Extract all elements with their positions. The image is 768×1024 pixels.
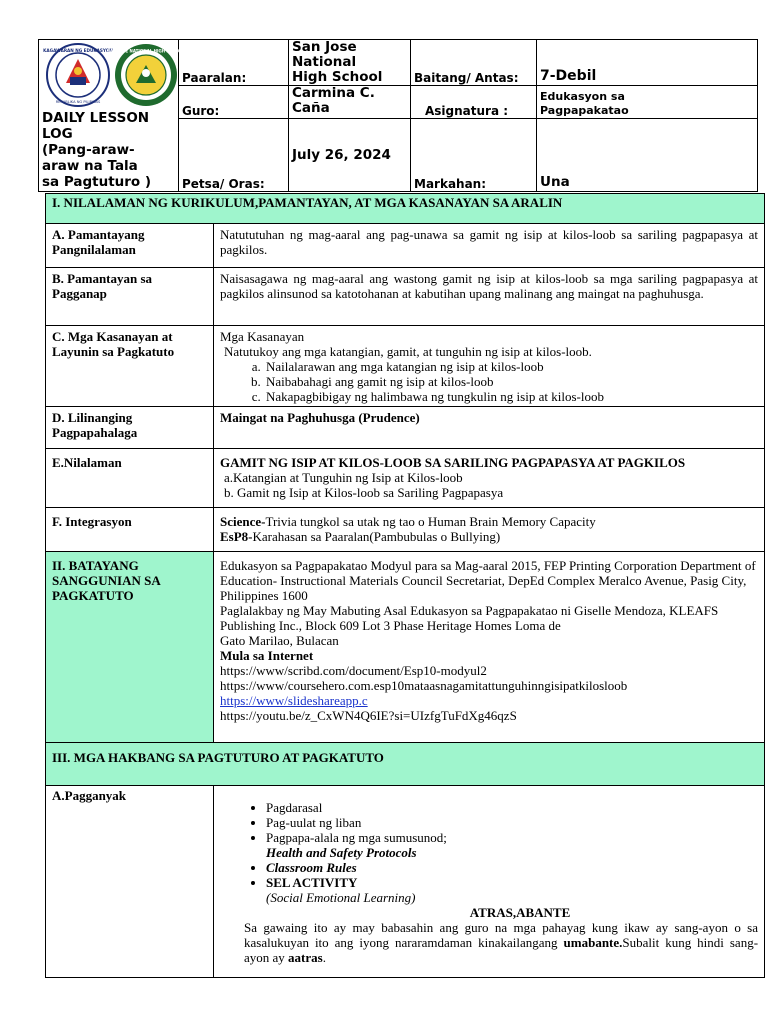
school-seal-logo [106, 43, 186, 107]
pamantayang-pangnilalaman-label: A. Pamantayang Pangnilalaman [46, 224, 214, 268]
sanggunian-content [214, 552, 765, 743]
list-item: • SEL ACTIVITY [266, 875, 758, 890]
deped-seal-text: KAGAWARAN NG EDUKASYON [43, 48, 113, 53]
subject-value: Edukasyon sa Pagpapakatao [537, 86, 758, 119]
teacher-name: Carmina C. Caña [289, 86, 411, 119]
batayang-sanggunian-label: II. BATAYANG SANGGUNIAN SA PAGKATUTO [46, 552, 214, 743]
reference-2b: Gato Marilao, Bulacan [220, 633, 339, 648]
pagpapahalaga-label: D. Lilinanging Pagpapahalaga [46, 407, 214, 449]
markahan-value: Una [537, 119, 758, 192]
esp-tag: EsP8- [220, 529, 253, 544]
pamantayan-pagganap-text: Naisasagawa ng mag-aaral ang wastong gamit ng isip at kilos-loob sa mga sariling pagpapasya at pagkilos alinsunod sa katotohanan at kabutihan upang malinang ang maingat na paghuhusga. [214, 268, 765, 326]
page-title: DAILY LESSON LOG (Pang-araw- araw na Tala sa Pagtuturo ) [42, 110, 152, 190]
list-item: (Social Emotional Learning) [266, 890, 416, 905]
pagganyak-label: A.Pagganyak [46, 786, 214, 978]
pagganyak-list [242, 800, 758, 905]
section-3-heading: III. MGA HAKBANG SA PAGTUTURO AT PAGKATUTO [46, 743, 765, 786]
link-slideshare[interactable]: https://www/slideshareapp.c [220, 693, 368, 708]
guro-label: Guro: [179, 86, 289, 119]
nilalaman-label: E.Nilalaman [46, 449, 214, 508]
pamantayan-pagganap-label: B. Pamantayan sa Pagganap [46, 268, 214, 326]
kasanayan-heading: Mga Kasanayan [220, 329, 305, 344]
pagpapahalaga-text: Maingat na Paghuhusga (Prudence) [214, 407, 765, 449]
science-tag: Science- [220, 514, 266, 529]
list-item: a. Nailalarawan ang mga katangian ng isip at kilos-loob [264, 359, 758, 374]
list-item: Health and Safety Protocols [266, 845, 417, 860]
lesson-table [45, 193, 765, 978]
school-seal-text: SAN JOSE NATIONAL HIGH SCHOOL [106, 48, 186, 54]
science-text: Trivia tungkol sa utak ng tao o Human Brain Memory Capacity [265, 514, 596, 529]
integrasyon-label: F. Integrasyon [46, 508, 214, 552]
reference-1: Edukasyon sa Pagpapakatao Modyul para sa Mag-aaral 2015, FEP Printing Corporation Department of Education- Instructional Materials Council Secretariat, DepEd Complex Meralco Avenue, Pasig City, Philippines 1600 [220, 558, 756, 603]
pagganyak-content [214, 786, 765, 978]
grade-section-value: 7-Debil [537, 40, 758, 86]
internet-heading: Mula sa Internet [220, 648, 314, 663]
school-name: San Jose National High School [289, 40, 411, 86]
nilalaman-content [214, 449, 765, 508]
markahan-label: Markahan: [411, 119, 537, 192]
list-item: • Classroom Rules [266, 860, 758, 875]
logo-group [43, 43, 186, 109]
date-value: July 26, 2024 [289, 119, 411, 192]
link-youtube: https://youtu.be/z_CxWN4Q6IE?si=UIzfgTuFdXg46qzS [220, 708, 517, 723]
list-item: • Pagpapa-alala ng mga sumusunod; [266, 830, 758, 845]
activity-title: ATRAS,ABANTE [469, 905, 571, 920]
kasanayan-label: C. Mga Kasanayan at Layunin sa Pagkatuto [46, 326, 214, 407]
kasanayan-content [214, 326, 765, 407]
pamantayang-pangnilalaman-text: Natututuhan ng mag-aaral ang pag-unawa sa gamit ng isip at kilos-loob sa sariling pagpapasya at pagkilos. [214, 224, 765, 268]
list-item: • Pag-uulat ng liban [266, 815, 758, 830]
section-1-heading: I. NILALAMAN NG KURIKULUM,PAMANTAYAN, AT MGA KASANAYAN SA ARALIN [46, 194, 765, 224]
nilalaman-line-b: b. Gamit ng Isip at Kilos-loob sa Sariling Pagpapasya [224, 485, 504, 500]
nilalaman-line-a: a.Katangian at Tunguhin ng Isip at Kilos-loob [224, 470, 463, 485]
nilalaman-title: GAMIT NG ISIP AT KILOS-LOOB SA SARILING PAGPAPASYA AT PAGKILOS [220, 455, 686, 470]
link-scribd: https://www/scribd.com/document/Esp10-modyul2 [220, 663, 487, 678]
esp-text: Karahasan sa Paaralan(Pambubulas o Bullying) [252, 529, 501, 544]
kasanayan-list [240, 359, 758, 404]
deped-seal-logo [43, 43, 113, 107]
link-coursehero: https://www/coursehero.com.esp10mataasnagamitattunguhinngisipatkilosloob [220, 678, 628, 693]
kasanayan-intro: Natutukoy ang mga katangian, gamit, at tunguhin ng isip at kilos-loob. [224, 344, 592, 359]
paaralan-label: Paaralan: [179, 40, 289, 86]
list-item: c. Nakapagbibigay ng halimbawa ng tungkulin ng isip at kilos-loob [264, 389, 758, 404]
integrasyon-content [214, 508, 765, 552]
reference-2: Paglalakbay ng May Mabuting Asal Edukasyon sa Pagpapakatao ni Giselle Mendoza, KLEAFS Publishing Inc., Block 609 Lot 3 Phase Heritage Homes Loma de [220, 603, 719, 633]
petsa-label: Petsa/ Oras: [179, 119, 289, 192]
baitang-label: Baitang/ Antas: [411, 40, 537, 86]
deped-seal-bottom-text: REPUBLIKA NG PILIPINAS [55, 100, 101, 104]
asignatura-label: Asignatura : [411, 86, 537, 119]
list-item: b. Naibabahagi ang gamit ng isip at kilos-loob [264, 374, 758, 389]
activity-description: Sa gawaing ito ay may babasahin ang guro na mga pahayag kung ikaw ay sang-ayon o sa kasalukuyan ito ang iyong nararamdaman kinakailangang umabante.Subalit kung hindi sang-ayon ay aatras. [244, 920, 759, 965]
list-item: • Pagdarasal [266, 800, 758, 815]
